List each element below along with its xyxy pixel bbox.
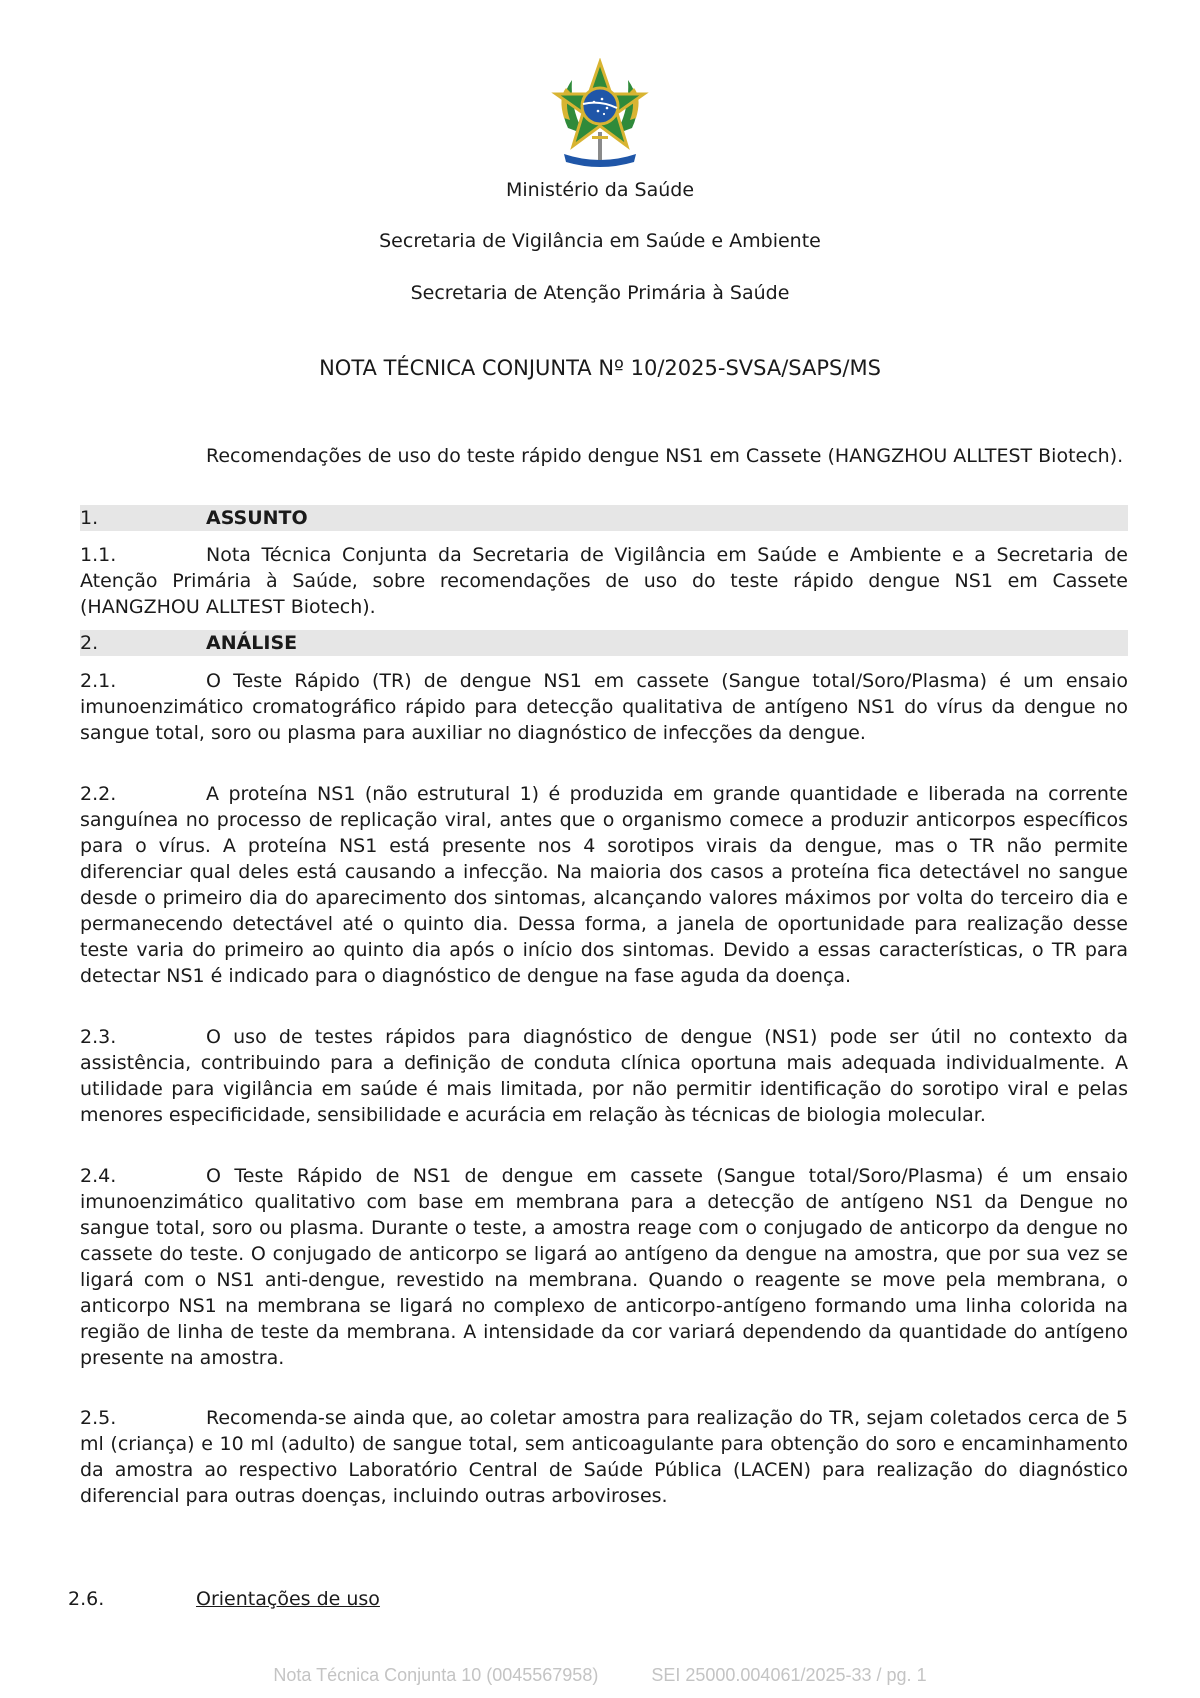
document-summary: Recomendações de uso do teste rápido dengue NS1 em Cassete (HANGZHOU ALLTEST Biotech). — [206, 445, 1124, 467]
section-header-assunto: 1. ASSUNTO — [80, 505, 1128, 531]
paragraph-2-4: 2.4. O Teste Rápido de NS1 de dengue em cassete (Sangue total/Soro/Plasma) é um ensaio imunoenzimático qualitativo com base em membrana para a detecção de antígeno NS1 da Dengue no sangue total, soro ou plasma. Durante o teste, a amostra reage com o conjugado de anticorpo da dengue no cassete do teste. O conjugado de anticorpo se ligará ao antígeno da dengue na amostra, que por sua vez se ligará com o NS1 anti-dengue, revestido na membrana. Quando o reagente se move pela membrana, o anticorpo NS1 na membrana se ligará no complexo de anticorpo-antígeno formando uma linha colorida na região de linha de teste da membrana. A intensidade da cor variará dependendo da quantidade do antígeno presente na amostra. — [80, 1165, 1128, 1369]
ministry-name: Ministério da Saúde — [505, 179, 695, 201]
page-footer — [0, 1665, 1200, 1686]
paragraph-2-2: 2.2. A proteína NS1 (não estrutural 1) é produzida em grande quantidade e liberada na corrente sanguínea no processo de replicação viral, antes que o organismo comece a produzir anticorpos específicos para o vírus. A proteína NS1 está presente nos 4 sorotipos virais da dengue, mas o TR não permite diferenciar qual deles está causando a infecção. Na maioria dos casos a proteína fica detectável no sangue desde o primeiro dia do aparecimento dos sintomas, alcançando valores máximos por volta do terceiro dia e permanecendo detectável até o quinto dia. Dessa forma, a janela de oportunidade para realização desse teste varia do primeiro ao quinto dia após o início dos sintomas. Devido a essas características, o TR para detectar NS1 é indicado para o diagnóstico de dengue na fase aguda da doença. — [80, 783, 1128, 987]
paragraph-2-1: 2.1. O Teste Rápido (TR) de dengue NS1 em cassete (Sangue total/Soro/Plasma) é um ensaio imunoenzimático cromatográfico rápido para detecção qualitativa de antígeno NS1 do vírus da dengue no sangue total, soro ou plasma para auxiliar no diagnóstico de infecções da dengue. — [80, 670, 1128, 744]
section-header-analise: 2. ANÁLISE — [80, 630, 1128, 656]
footer-sei-page: SEI 25000.004061/2025-33 / pg. 1 — [651, 1665, 927, 1685]
subsection-orientacoes: 2.6. Orientações de uso — [68, 1588, 380, 1610]
footer-document-reference: Nota Técnica Conjunta 10 (0045567958) — [273, 1665, 599, 1685]
paragraph-2-5: 2.5. Recomenda-se ainda que, ao coletar amostra para realização do TR, sejam coletados cerca de 5 ml (criança) e 10 ml (adulto) de sangue total, sem anticoagulante para obtenção do soro e encaminhamento da amostra ao respectivo Laboratório Central de Saúde Pública (LACEN) para realização do diagnóstico diferencial para outras doenças, incluindo outras arboviroses. — [80, 1407, 1128, 1507]
paragraph-2-3: 2.3. O uso de testes rápidos para diagnóstico de dengue (NS1) pode ser útil no contexto da assistência, contribuindo para a definição de conduta clínica oportuna mais adequada individualmente. A utilidade para vigilância em saúde é mais limitada, por não permitir identificação do sorotipo viral e pelas menores especificidade, sensibilidade e acurácia em relação às técnicas de biologia molecular. — [80, 1026, 1128, 1126]
coat-of-arms-icon — [550, 58, 650, 172]
secretariat-surveillance: Secretaria de Vigilância em Saúde e Ambiente — [379, 230, 821, 252]
secretariat-primary-care: Secretaria de Atenção Primária à Saúde — [410, 282, 790, 304]
paragraph-1-1: 1.1. Nota Técnica Conjunta da Secretaria de Vigilância em Saúde e Ambiente e a Secretaria de Atenção Primária à Saúde, sobre recomendações de uso do teste rápido dengue NS1 em Cassete (HANGZHOU ALLTEST Biotech). — [80, 544, 1128, 618]
document-title: NOTA TÉCNICA CONJUNTA Nº 10/2025-SVSA/SAPS/MS — [319, 356, 881, 380]
